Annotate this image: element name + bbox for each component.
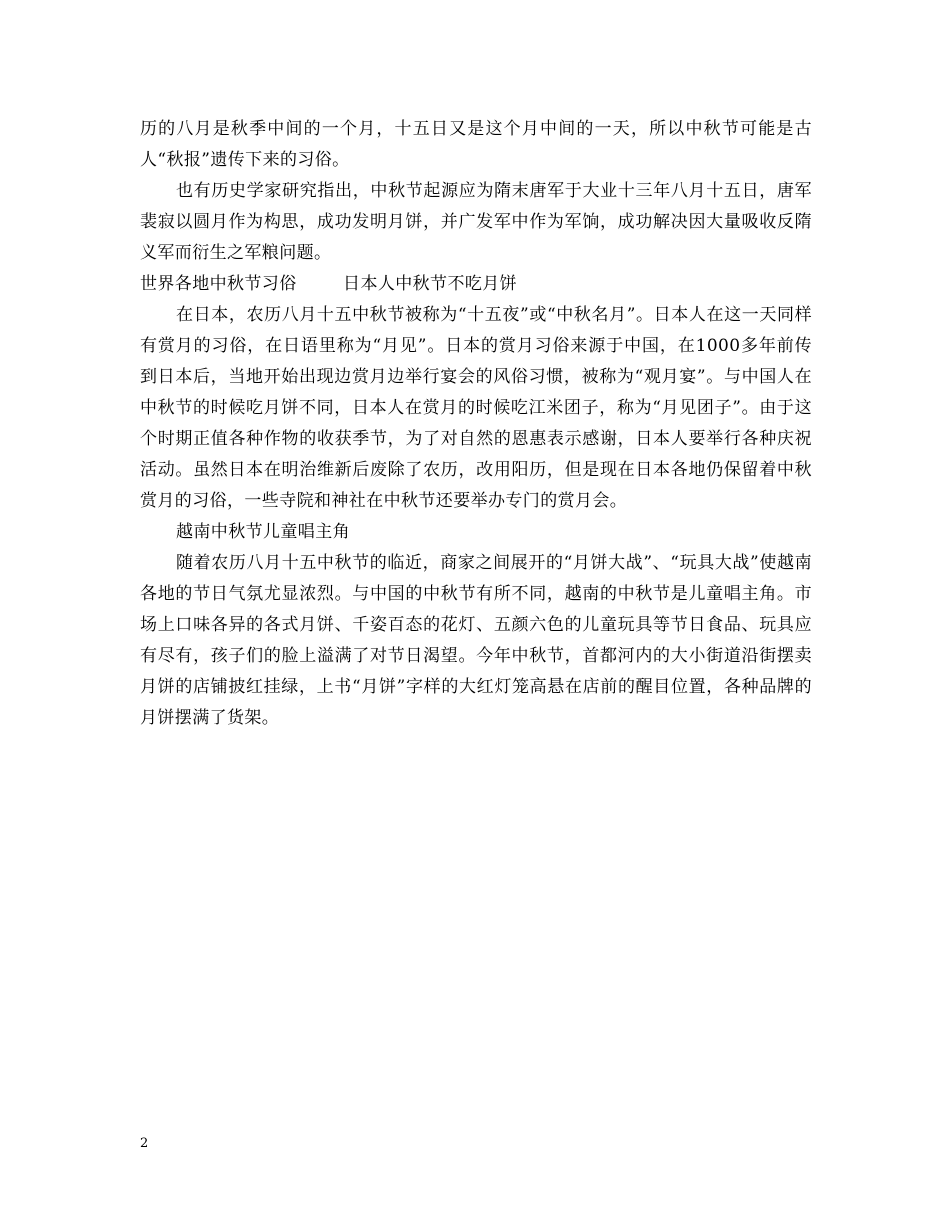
heading-japan: 日本人中秋节不吃月饼 bbox=[343, 274, 518, 294]
heading-world-customs: 世界各地中秋节习俗 bbox=[140, 274, 297, 294]
document-body bbox=[140, 114, 812, 734]
heading-vietnam: 越南中秋节儿童唱主角 bbox=[176, 522, 350, 542]
paragraph-autumn-origin: 历的八月是秋季中间的一个月，十五日又是这个月中间的一天，所以中秋节可能是古人“秋报”遗传下来的习俗。 bbox=[140, 119, 812, 170]
page-number: 2 bbox=[140, 1136, 149, 1151]
section-heading-line bbox=[140, 269, 812, 300]
paragraph-japan: 在日本，农历八月十五中秋节被称为“十五夜”或“中秋名月”。日本人在这一天同样有赏月的习俗，在日语里称为“月见”。日本的赏月习俗来源于中国，在1000多年前传到日本后，当地开始出现边赏月边举行宴会的风俗习惯，被称为“观月宴”。与中国人在中秋节的时候吃月饼不同，日本人在赏月的时候吃江米团子，称为“月见团子”。由于这个时期正值各种作物的收获季节，为了对自然的恩惠表示感谢，日本人要举行各种庆祝活动。虽然日本在明治维新后废除了农历，改用阳历，但是现在日本各地仍保留着中秋赏月的习俗，一些寺院和神社在中秋节还要举办专门的赏月会。 bbox=[140, 305, 812, 511]
paragraph-mooncake-origin: 也有历史学家研究指出，中秋节起源应为隋末唐军于大业十三年八月十五日，唐军裴寂以圆月作为构思，成功发明月饼，并广发军中作为军饷，成功解决因大量吸收反隋义军而衍生之军粮问题。 bbox=[140, 181, 812, 263]
paragraph-vietnam: 随着农历八月十五中秋节的临近，商家之间展开的“月饼大战”、“玩具大战”使越南各地的节日气氛尤显浓烈。与中国的中秋节有所不同，越南的中秋节是儿童唱主角。市场上口味各异的各式月饼、千姿百态的花灯、五颜六色的儿童玩具等节日食品、玩具应有尽有，孩子们的脸上溢满了对节日渴望。今年中秋节，首都河内的大小街道沿街摆卖月饼的店铺披红挂绿，上书“月饼”字样的大红灯笼高悬在店前的醒目位置，各种品牌的月饼摆满了货架。 bbox=[140, 553, 812, 728]
